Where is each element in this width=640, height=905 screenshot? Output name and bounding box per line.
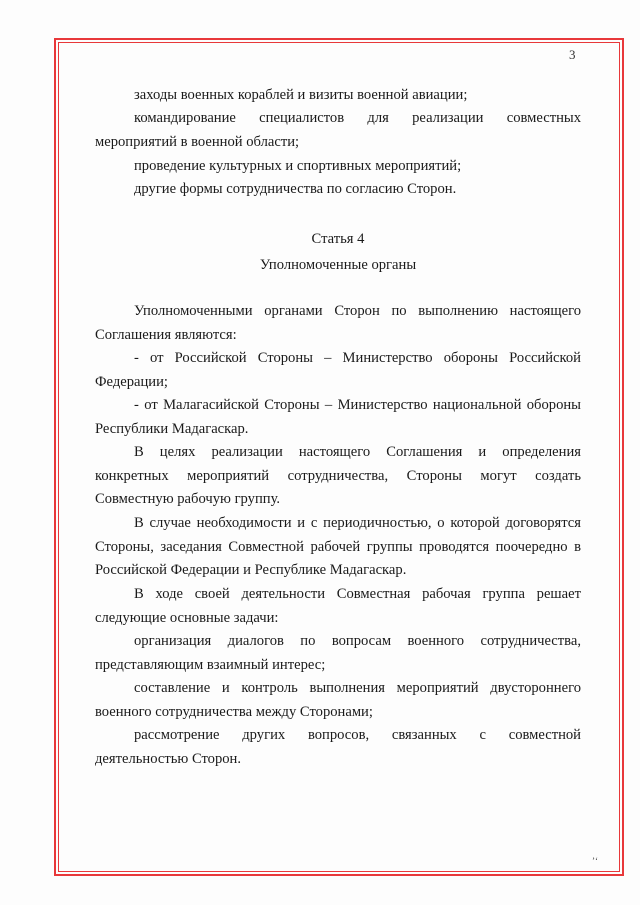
paragraph-cultural-events: проведение культурных и спортивных мероприятий;: [134, 158, 462, 174]
paragraph-malagasy-side: - от Малагасийской Стороны – Министерство национальной обороны Республики Мадагаскар.: [95, 397, 581, 437]
paragraph-other-questions: рассмотрение других вопросов, связанных с совместной деятельностью Сторон.: [95, 727, 581, 767]
paragraph-dialogues: организация диалогов по вопросам военного сотрудничества, представляющим взаимный интерес;: [95, 633, 581, 673]
paragraph-russian-side: - от Российской Стороны – Министерство обороны Российской Федерации;: [95, 350, 581, 390]
paragraph-naval-visits: заходы военных кораблей и визиты военной авиации;: [134, 87, 468, 103]
paragraph-tasks: В ходе своей деятельности Совместная рабочая группа решает следующие основные задачи:: [95, 586, 581, 626]
article-title: Уполномоченные органы: [259, 257, 417, 273]
article-number: Статья 4: [311, 231, 365, 247]
page-number: 3: [569, 47, 576, 62]
paragraph-working-group: В целях реализации настоящего Соглашения и определения конкретных мероприятий сотрудничества, Стороны могут создать Совместную рабочую группу.: [95, 444, 581, 507]
paragraph-specialists: командирование специалистов для реализации совместных мероприятий в военной области;: [95, 110, 581, 150]
paragraph-authorized-bodies: Уполномоченными органами Сторон по выполнению настоящего Соглашения являются:: [95, 303, 581, 343]
paragraph-bilateral-events: составление и контроль выполнения мероприятий двустороннего военного сотрудничества между Сторонами;: [95, 680, 581, 720]
scan-mark-icon: ’‘: [592, 856, 598, 866]
paragraph-other-forms: другие формы сотрудничества по согласию Сторон.: [134, 181, 457, 197]
paragraph-meetings: В случае необходимости и с периодичностью, о которой договорятся Стороны, заседания Совместной рабочей группы проводятся поочередно в Российской Федерации и Республике Мадагаскар.: [95, 515, 581, 578]
